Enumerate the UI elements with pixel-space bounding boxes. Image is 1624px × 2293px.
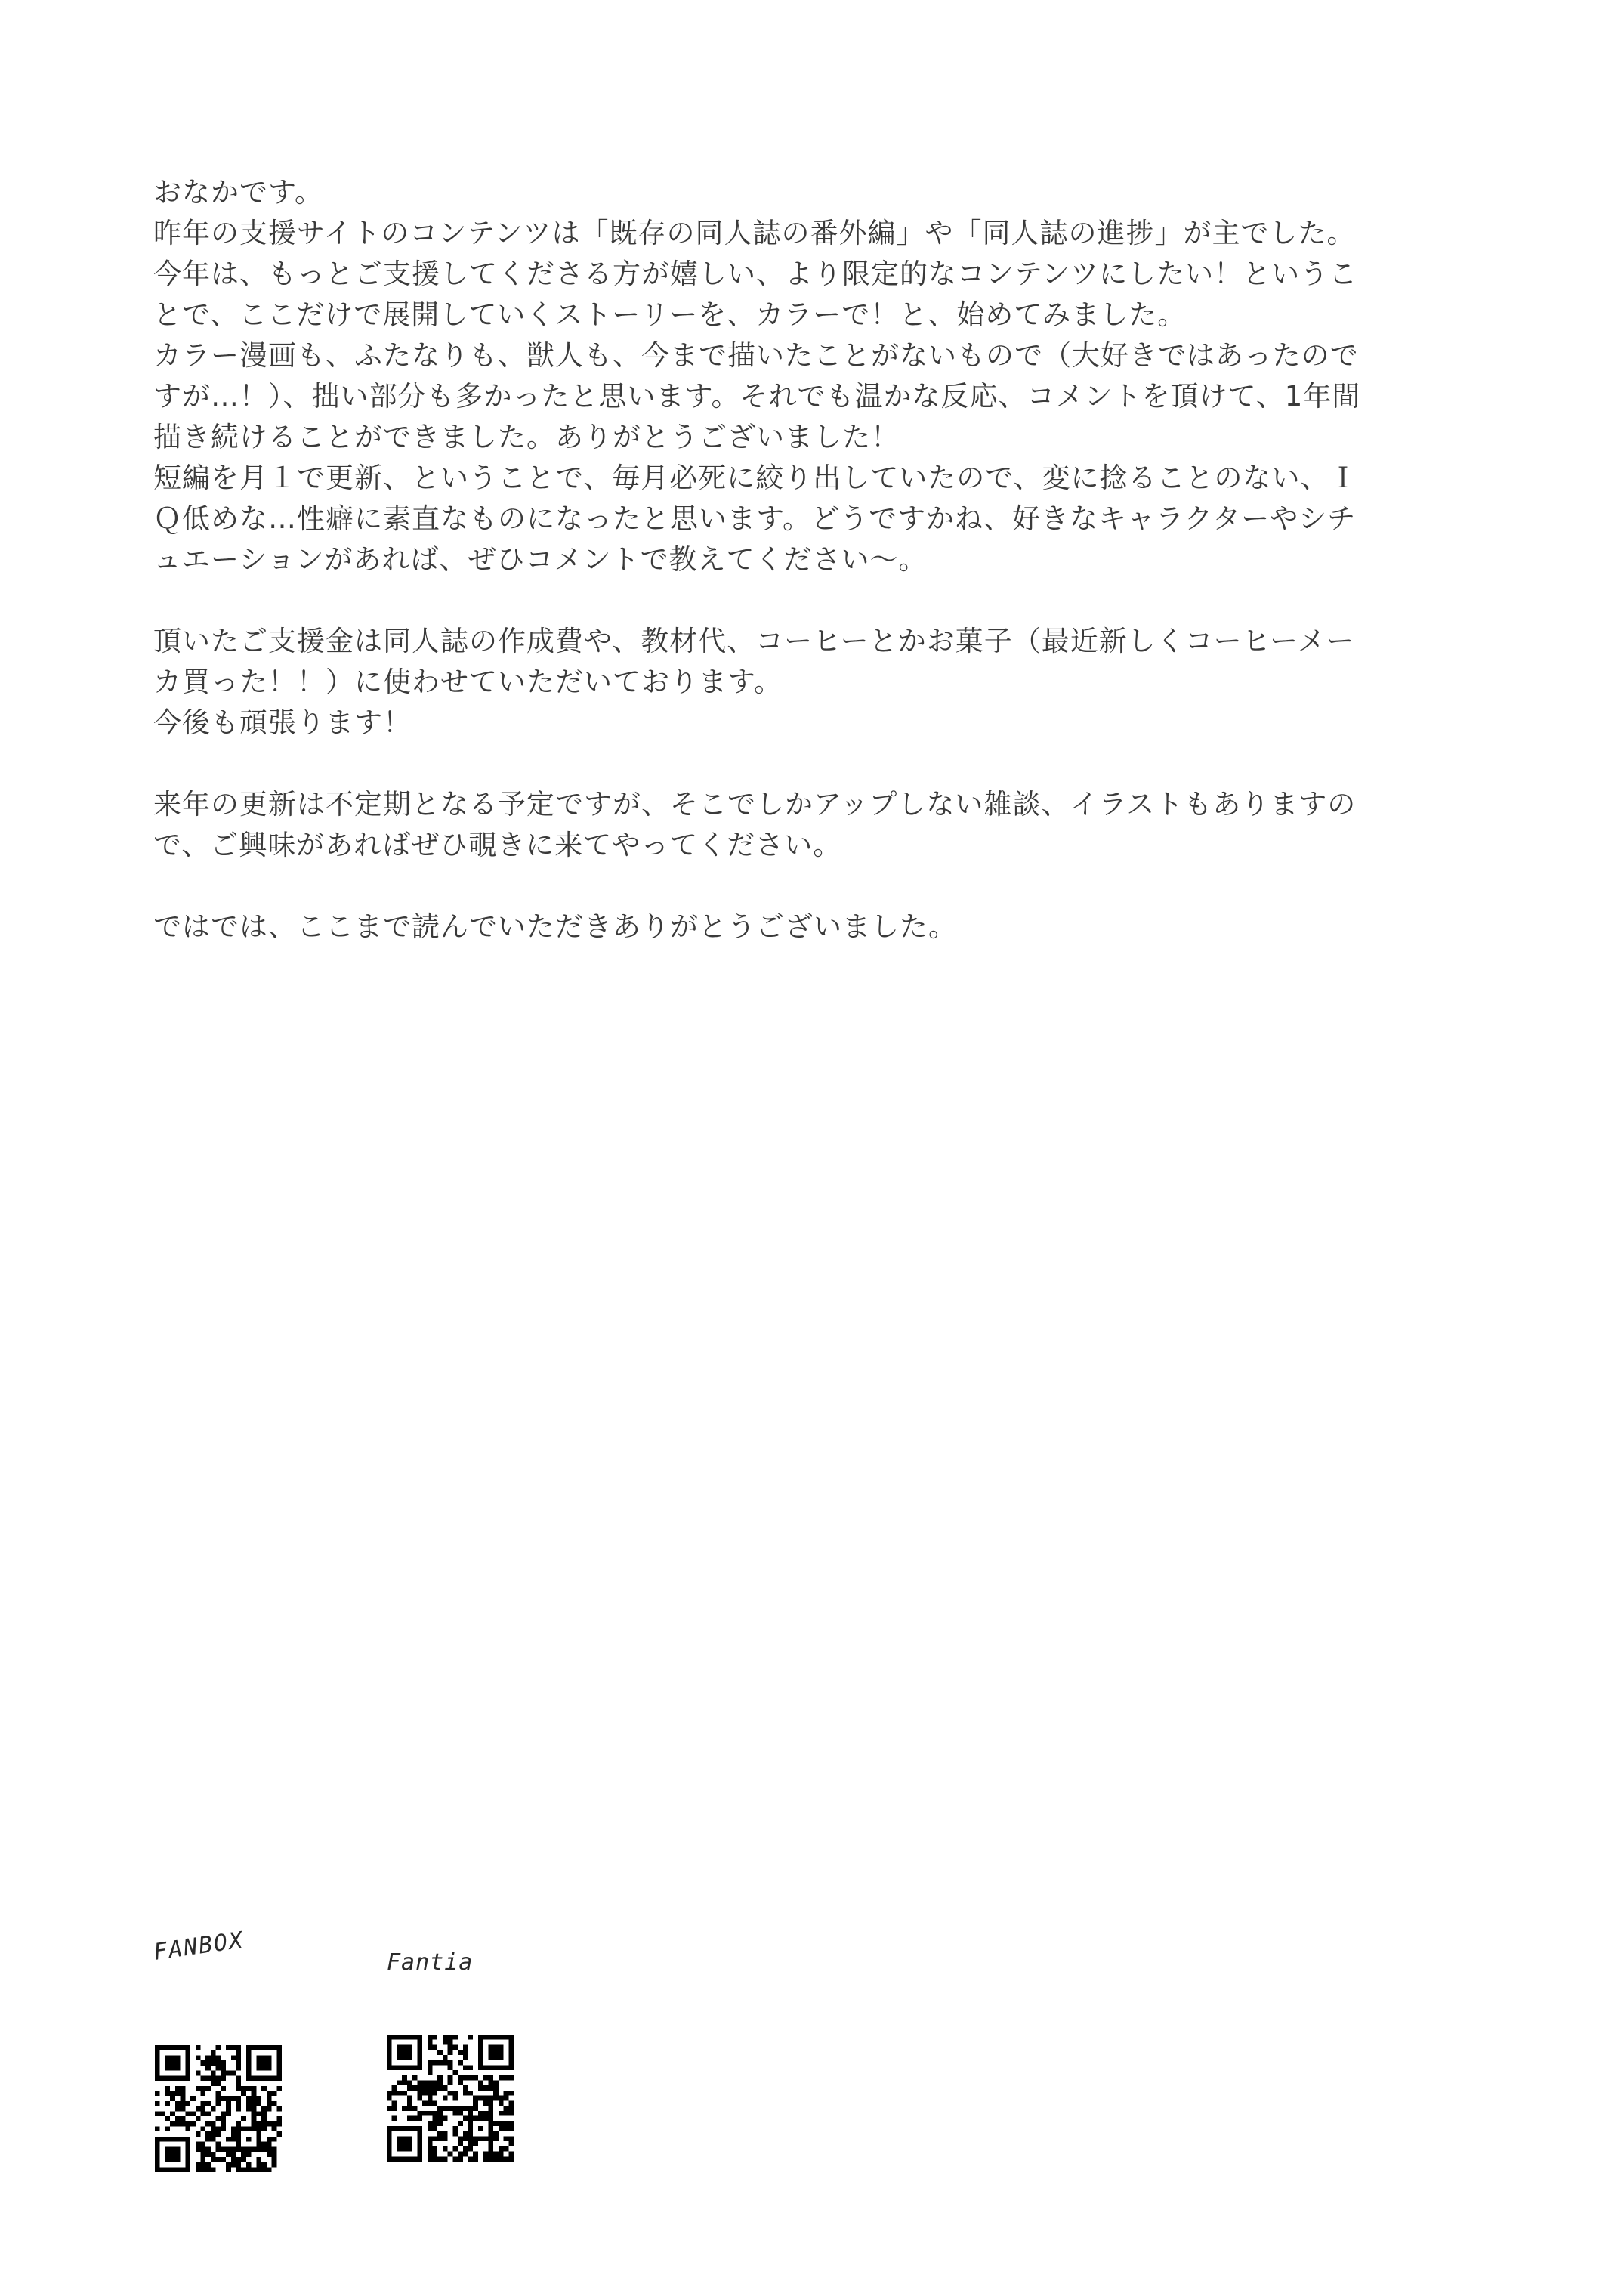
paragraph-support-funds: 頂いたご支援金は同人誌の作成費や、教材代、コーヒーとかお菓子（最近新しくコーヒーメーカ買った！！）に使わせていただいております。 今後も頑張ります！	[153, 625, 1355, 739]
fanbox-label: FANBOX	[152, 1927, 246, 1966]
fantia-link[interactable]	[387, 1948, 514, 2162]
fantia-label: Fantia	[387, 1949, 474, 1976]
paragraph-spacer	[153, 743, 1377, 784]
paragraph-spacer	[153, 866, 1377, 907]
paragraph-closing: ではでは、ここまで読んでいただきありがとうございました。	[153, 910, 957, 943]
fantia-qr-code-icon[interactable]	[387, 2035, 514, 2162]
paragraph-spacer	[153, 580, 1377, 621]
paragraph-next-year: 来年の更新は不定期となる予定ですが、そこでしかアップしない雑談、イラストもありますので、ご興味があればぜひ覗きに来てやってください。	[153, 788, 1357, 861]
paragraph-intro: おなかです。 昨年の支援サイトのコンテンツは「既存の同人誌の番外編」や「同人誌の進捗」が主でした。 今年は、もっとご支援してくださる方が嬉しい、より限定的なコンテンツにしたい！ということで、ここだけで展開していくストーリーを、カラーで！と、始めてみました。 カラー漫画も、ふたなりも、獣人も、今まで描いたことがないもので（大好きではあったのですが…！）、拙い部分も多かったと思います。それでも温かな反応、コメントを頂けて、1年間描き続けることができました。ありがとうございました！ 短編を月１で更新、ということで、毎月必死に絞り出していたので、変に捻ることのない、ＩＱ低めな…性癖に素直なものになったと思います。どうですかね、好きなキャラクターやシチュエーションがあれば、ぜひコメントで教えてください〜。	[153, 176, 1361, 576]
fanbox-qr-code-icon[interactable]	[155, 2045, 282, 2172]
letter-body	[153, 172, 1377, 947]
fanbox-link[interactable]	[152, 1927, 282, 2172]
